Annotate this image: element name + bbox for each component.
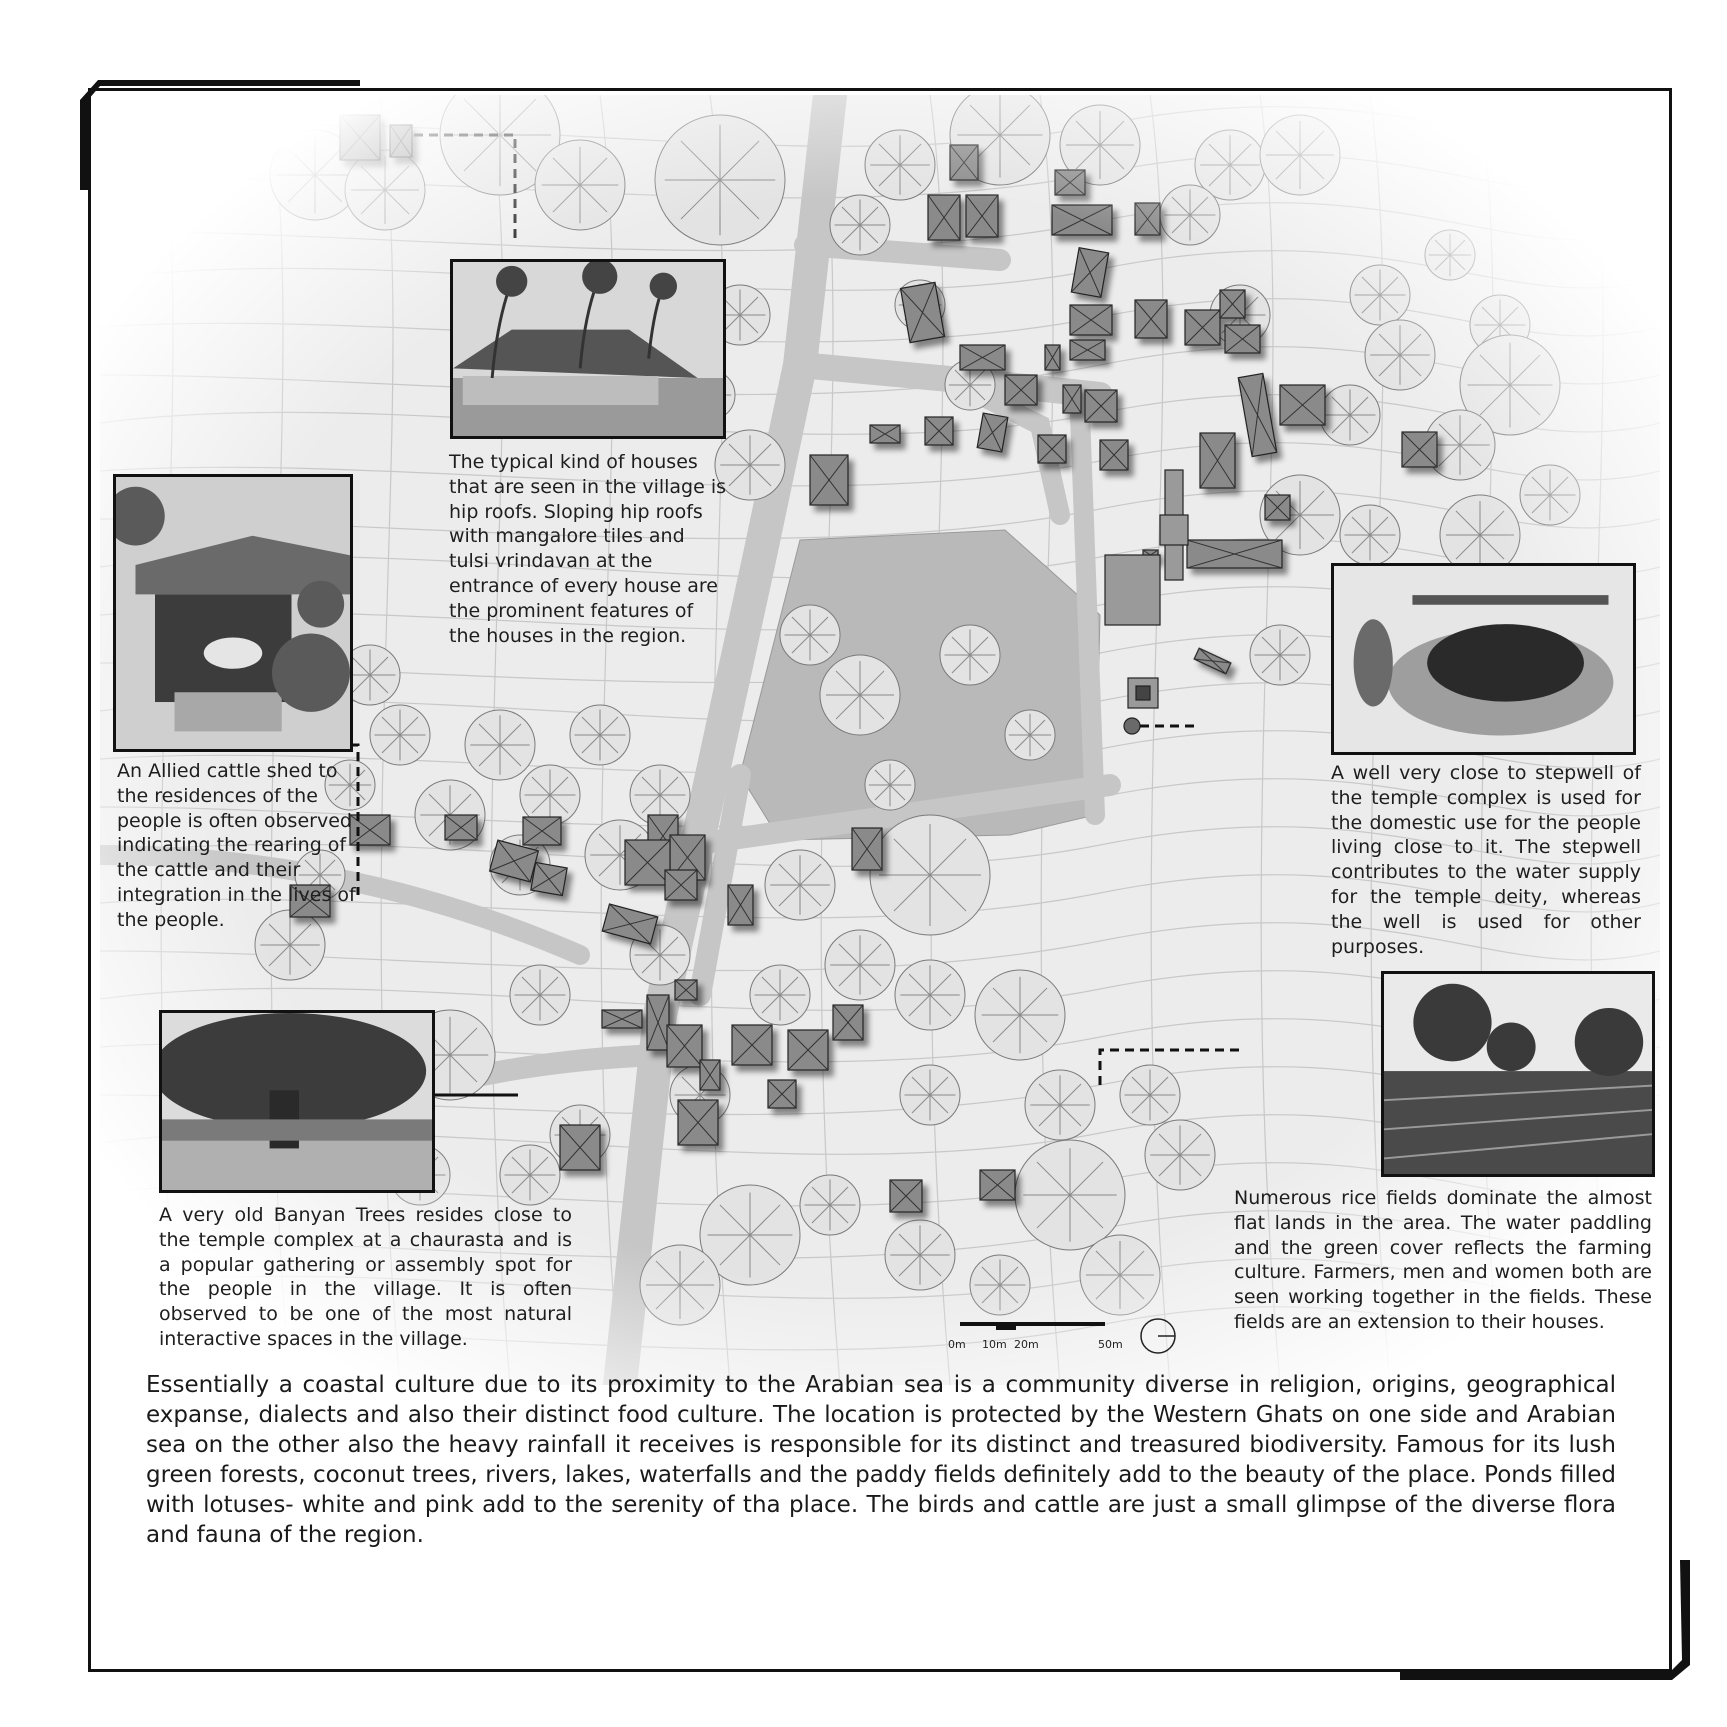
caption-rice-fields: Numerous rice fields dominate the almost flat lands in the area. The water paddling and the green cover reflects the farming culture. Farmers, men and women both are seen working together in the fields. These fields are an extension to their houses. [1234, 1187, 1652, 1333]
caption-banyan-tree: A very old Banyan Trees resides close to the temple complex at a chaurasta and is a popular gathering or assembly spot for the people in the village. It is often observed to be one of the most natural interactive spaces in the village. [159, 1204, 572, 1350]
scale-bar [948, 1308, 1148, 1354]
north-arrow-icon [1138, 1316, 1178, 1356]
photo-well [1331, 563, 1636, 755]
caption-houses: The typical kind of houses that are seen in the village is hip roofs. Sloping hip roofs with mangalore tiles and tulsi vrindavan at the entrance of every house are the prominent features of the houses in the region. [449, 451, 727, 647]
photo-hip-roof-house [450, 259, 726, 439]
photo-rice-fields [1381, 971, 1655, 1177]
photo-cattle-shed [113, 474, 353, 752]
frame-corner-bottom-right [1400, 1560, 1690, 1680]
scale-label-50: 50m [1098, 1338, 1123, 1351]
caption-cattle-shed: An Allied cattle shed to the residences of the people is often observed indicating the rearing of the cattle and their integration in the lives of the people. [117, 760, 356, 931]
scale-label-0: 0m [948, 1338, 966, 1351]
summary-paragraph: Essentially a coastal culture due to its proximity to the Arabian sea is a community diverse in religion, origins, geographical expanse, dialects and also their distinct food culture. The location is protected by the Western Ghats on one side and Arabian sea on the other also the heavy rainfall it receives is responsible for its distinct and treasured biodiversity. Famous for its lush green forests, coconut trees, rivers, lakes, waterfalls and the paddy fields definitely add to the beauty of the place. Ponds filled with lotuses- white and pink add to the serenity of tha place. The birds and cattle are just a small glimpse of the diverse flora and fauna of the region. [146, 1372, 1616, 1548]
caption-well: A well very close to stepwell of the temple complex is used for the domestic use for the people living close to it. The stepwell contributes to the water supply for the temple deity, whereas the well is used for other purposes. [1331, 762, 1641, 958]
photo-banyan-tree [159, 1010, 435, 1193]
scale-label-20: 20m [1014, 1338, 1039, 1351]
scale-label-10: 10m [982, 1338, 1007, 1351]
